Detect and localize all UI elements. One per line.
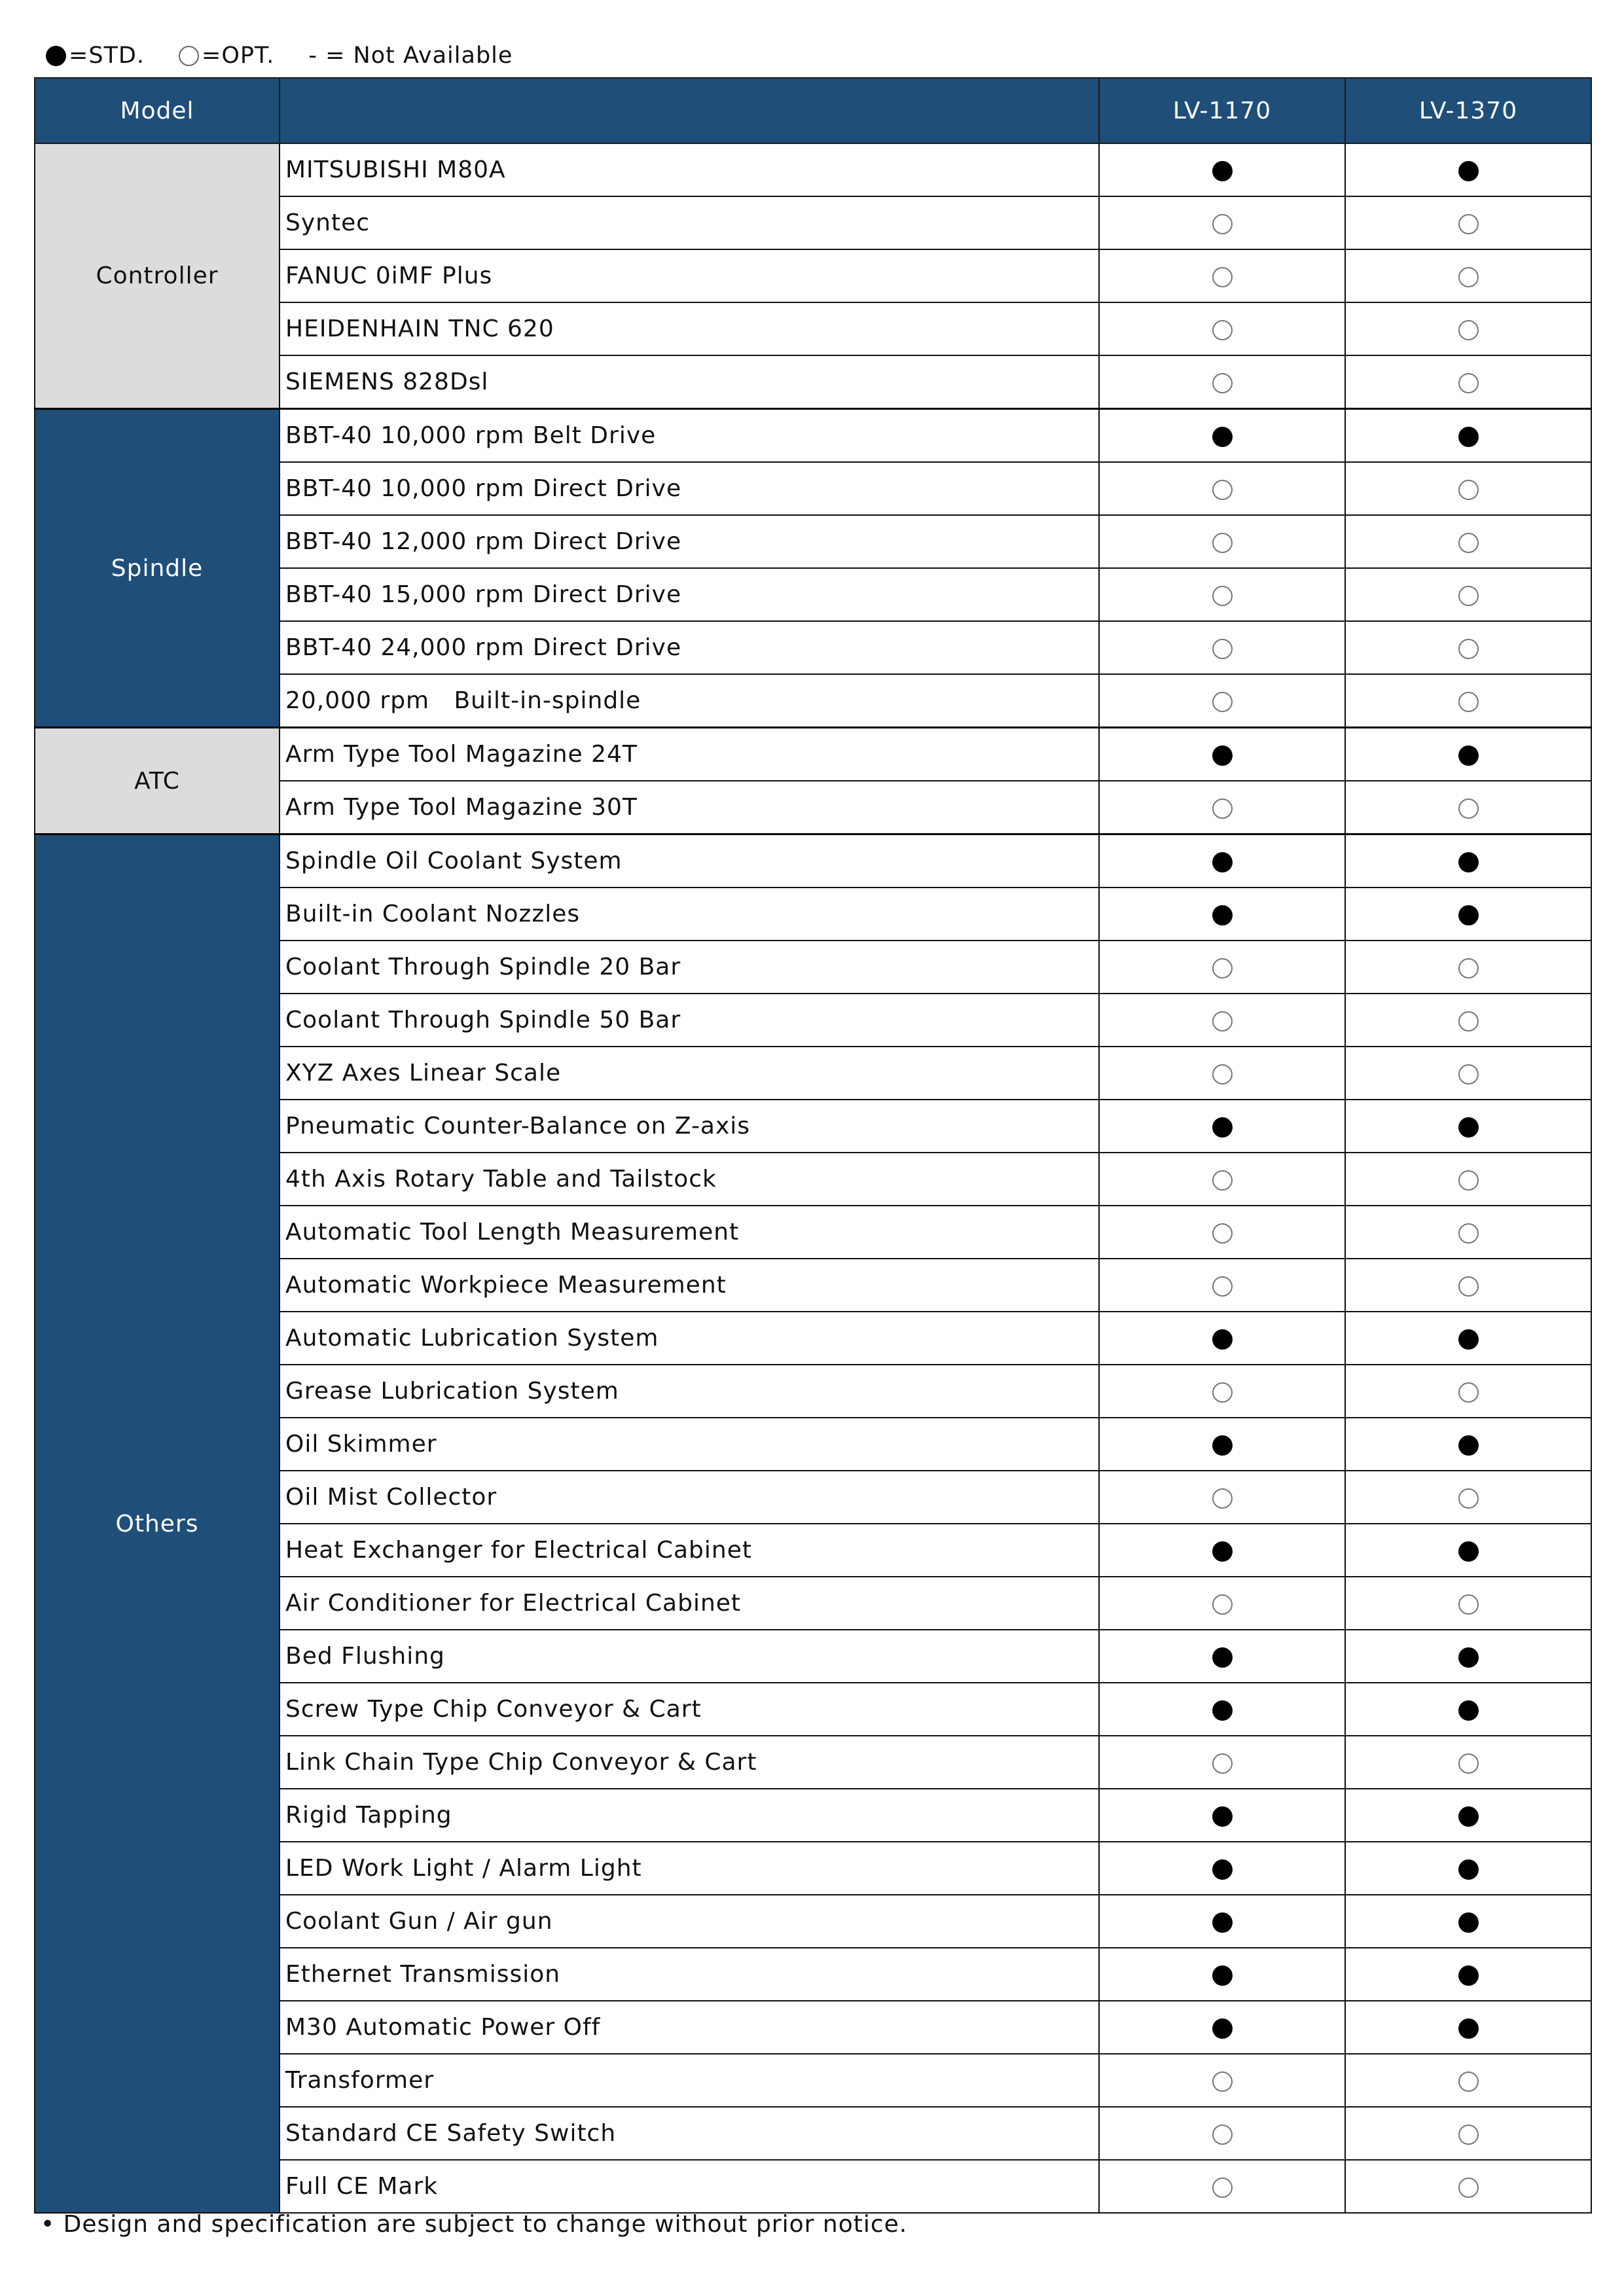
filled-circle-icon bbox=[1212, 1859, 1233, 1880]
feature-name: Air Conditioner for Electrical Cabinet bbox=[280, 1577, 1099, 1630]
table-row bbox=[35, 409, 1591, 463]
availability-cell bbox=[1345, 1047, 1591, 1100]
availability-cell bbox=[1099, 2054, 1345, 2107]
feature-name: BBT-40 24,000 rpm Direct Drive bbox=[280, 621, 1099, 674]
hollow-circle-icon bbox=[1458, 1382, 1479, 1403]
availability-cell bbox=[1099, 1206, 1345, 1259]
feature-name: BBT-40 10,000 rpm Belt Drive bbox=[280, 409, 1099, 463]
filled-circle-icon bbox=[1458, 1700, 1479, 1721]
feature-name: Link Chain Type Chip Conveyor & Cart bbox=[280, 1736, 1099, 1789]
availability-cell bbox=[1345, 2054, 1591, 2107]
hollow-circle-icon bbox=[1458, 2072, 1479, 2092]
hollow-circle-icon bbox=[1458, 1488, 1479, 1509]
feature-name: Syntec bbox=[280, 196, 1099, 249]
feature-name: Spindle Oil Coolant System bbox=[280, 834, 1099, 888]
legend-std-label: =STD. bbox=[69, 43, 145, 69]
table-row bbox=[35, 834, 1591, 888]
spec-body bbox=[35, 143, 1591, 2213]
hollow-circle-icon bbox=[1212, 798, 1233, 819]
hollow-circle-icon bbox=[1458, 1276, 1479, 1297]
hollow-circle-icon bbox=[1458, 639, 1479, 659]
filled-circle-icon bbox=[1458, 1965, 1479, 1986]
hollow-circle-icon bbox=[1458, 1170, 1479, 1191]
availability-cell bbox=[1099, 1789, 1345, 1842]
header-model-lv-1370: LV-1370 bbox=[1345, 78, 1591, 143]
legend bbox=[46, 39, 547, 72]
availability-cell bbox=[1345, 1206, 1591, 1259]
hollow-circle-icon bbox=[1212, 1276, 1233, 1297]
feature-name: FANUC 0iMF Plus bbox=[280, 249, 1099, 302]
filled-circle-icon bbox=[1458, 1329, 1479, 1350]
availability-cell bbox=[1099, 302, 1345, 355]
availability-cell bbox=[1099, 674, 1345, 728]
availability-cell bbox=[1345, 1683, 1591, 1736]
feature-name: BBT-40 12,000 rpm Direct Drive bbox=[280, 515, 1099, 568]
filled-circle-icon bbox=[1212, 161, 1233, 181]
availability-cell bbox=[1099, 888, 1345, 941]
legend-opt-label: =OPT. bbox=[202, 43, 275, 69]
hollow-circle-icon bbox=[1458, 320, 1479, 340]
filled-circle-icon bbox=[1458, 161, 1479, 181]
feature-name: Standard CE Safety Switch bbox=[280, 2107, 1099, 2160]
filled-circle-icon bbox=[1458, 852, 1479, 872]
group-label-others: Others bbox=[35, 834, 280, 2214]
filled-circle-icon bbox=[1458, 1912, 1479, 1933]
availability-cell bbox=[1099, 143, 1345, 196]
availability-cell bbox=[1345, 1736, 1591, 1789]
legend-na bbox=[308, 43, 513, 69]
availability-cell bbox=[1099, 355, 1345, 409]
availability-cell bbox=[1345, 781, 1591, 834]
filled-circle-icon bbox=[1212, 852, 1233, 872]
footnote: • Design and specification are subject to change without prior notice. bbox=[41, 2211, 908, 2238]
availability-cell bbox=[1099, 1365, 1345, 1418]
filled-circle-icon bbox=[1212, 1541, 1233, 1562]
hollow-circle-icon bbox=[1212, 692, 1233, 712]
availability-cell bbox=[1345, 674, 1591, 728]
filled-circle-icon bbox=[1212, 1329, 1233, 1350]
availability-cell bbox=[1099, 2001, 1345, 2054]
hollow-circle-icon bbox=[1212, 639, 1233, 659]
hollow-circle-icon bbox=[1212, 1488, 1233, 1509]
hollow-circle-icon bbox=[1458, 1594, 1479, 1615]
availability-cell bbox=[1099, 568, 1345, 621]
availability-cell bbox=[1345, 515, 1591, 568]
availability-cell bbox=[1099, 1577, 1345, 1630]
filled-circle-icon bbox=[1458, 427, 1479, 447]
hollow-circle-icon bbox=[1458, 373, 1479, 393]
availability-cell bbox=[1099, 1100, 1345, 1153]
feature-name: Coolant Through Spindle 50 Bar bbox=[280, 994, 1099, 1047]
feature-name: 20,000 rpm Built-in-spindle bbox=[280, 674, 1099, 728]
hollow-circle-icon bbox=[1212, 480, 1233, 500]
availability-cell bbox=[1345, 2001, 1591, 2054]
availability-cell bbox=[1099, 1948, 1345, 2001]
group-label-controller: Controller bbox=[35, 143, 280, 409]
header-feature bbox=[280, 78, 1099, 143]
availability-cell bbox=[1345, 621, 1591, 674]
availability-cell bbox=[1099, 728, 1345, 781]
availability-cell bbox=[1345, 2107, 1591, 2160]
hollow-circle-icon bbox=[1212, 1223, 1233, 1244]
availability-cell bbox=[1345, 1312, 1591, 1365]
hollow-circle-icon bbox=[1212, 2178, 1233, 2198]
availability-cell bbox=[1099, 1259, 1345, 1312]
hollow-circle-icon bbox=[1458, 267, 1479, 287]
availability-cell bbox=[1099, 1047, 1345, 1100]
feature-name: Bed Flushing bbox=[280, 1630, 1099, 1683]
filled-circle-icon bbox=[1212, 1117, 1233, 1138]
availability-cell bbox=[1345, 1100, 1591, 1153]
hollow-circle-icon bbox=[1212, 2072, 1233, 2092]
availability-cell bbox=[1345, 1365, 1591, 1418]
availability-cell bbox=[1345, 462, 1591, 515]
spec-table bbox=[34, 77, 1592, 2214]
filled-circle-icon bbox=[1212, 427, 1233, 447]
availability-cell bbox=[1345, 302, 1591, 355]
availability-cell bbox=[1345, 409, 1591, 463]
availability-cell bbox=[1099, 621, 1345, 674]
availability-cell bbox=[1099, 1683, 1345, 1736]
filled-circle-icon bbox=[1458, 1117, 1479, 1138]
availability-cell bbox=[1345, 1418, 1591, 1471]
availability-cell bbox=[1345, 1153, 1591, 1206]
feature-name: Automatic Workpiece Measurement bbox=[280, 1259, 1099, 1312]
feature-name: Automatic Tool Length Measurement bbox=[280, 1206, 1099, 1259]
hollow-circle-icon bbox=[1212, 267, 1233, 287]
availability-cell bbox=[1345, 888, 1591, 941]
availability-cell bbox=[1099, 781, 1345, 834]
filled-circle-icon bbox=[1212, 905, 1233, 925]
availability-cell bbox=[1099, 515, 1345, 568]
availability-cell bbox=[1099, 994, 1345, 1047]
availability-cell bbox=[1345, 1895, 1591, 1948]
feature-name: 4th Axis Rotary Table and Tailstock bbox=[280, 1153, 1099, 1206]
hollow-circle-icon bbox=[1212, 1594, 1233, 1615]
feature-name: Heat Exchanger for Electrical Cabinet bbox=[280, 1524, 1099, 1577]
availability-cell bbox=[1099, 1895, 1345, 1948]
hollow-circle-icon bbox=[1458, 1753, 1479, 1774]
hollow-circle-icon bbox=[1212, 1064, 1233, 1085]
availability-cell bbox=[1345, 143, 1591, 196]
availability-cell bbox=[1099, 409, 1345, 463]
availability-cell bbox=[1345, 2160, 1591, 2213]
filled-circle-icon bbox=[1212, 1806, 1233, 1827]
table-row bbox=[35, 728, 1591, 781]
filled-circle-icon bbox=[1458, 1435, 1479, 1456]
feature-name: Transformer bbox=[280, 2054, 1099, 2107]
availability-cell bbox=[1099, 1418, 1345, 1471]
hollow-circle-icon bbox=[1458, 1011, 1479, 1031]
hollow-circle-icon bbox=[1458, 480, 1479, 500]
availability-cell bbox=[1099, 1736, 1345, 1789]
feature-name: Coolant Through Spindle 20 Bar bbox=[280, 941, 1099, 994]
feature-name: M30 Automatic Power Off bbox=[280, 2001, 1099, 2054]
filled-circle-icon bbox=[1212, 745, 1233, 766]
feature-name: HEIDENHAIN TNC 620 bbox=[280, 302, 1099, 355]
header-model: Model bbox=[35, 78, 280, 143]
legend-std bbox=[46, 43, 145, 69]
availability-cell bbox=[1345, 941, 1591, 994]
feature-name: LED Work Light / Alarm Light bbox=[280, 1842, 1099, 1895]
filled-circle-icon bbox=[46, 46, 66, 66]
hollow-circle-icon bbox=[1458, 1223, 1479, 1244]
feature-name: Full CE Mark bbox=[280, 2160, 1099, 2213]
hollow-circle-icon bbox=[1212, 1170, 1233, 1191]
availability-cell bbox=[1345, 196, 1591, 249]
hollow-circle-icon bbox=[1212, 320, 1233, 340]
hollow-circle-icon bbox=[1458, 586, 1479, 606]
availability-cell bbox=[1099, 1842, 1345, 1895]
hollow-circle-icon bbox=[1212, 586, 1233, 606]
availability-cell bbox=[1099, 834, 1345, 888]
availability-cell bbox=[1099, 2107, 1345, 2160]
availability-cell bbox=[1345, 568, 1591, 621]
availability-cell bbox=[1345, 1259, 1591, 1312]
availability-cell bbox=[1345, 1524, 1591, 1577]
availability-cell bbox=[1345, 1630, 1591, 1683]
filled-circle-icon bbox=[1212, 1912, 1233, 1933]
availability-cell bbox=[1099, 1524, 1345, 1577]
availability-cell bbox=[1345, 1577, 1591, 1630]
filled-circle-icon bbox=[1212, 1700, 1233, 1721]
feature-name: SIEMENS 828Dsl bbox=[280, 355, 1099, 409]
filled-circle-icon bbox=[1458, 905, 1479, 925]
filled-circle-icon bbox=[1458, 1859, 1479, 1880]
feature-name: Automatic Lubrication System bbox=[280, 1312, 1099, 1365]
availability-cell bbox=[1099, 941, 1345, 994]
availability-cell bbox=[1099, 1153, 1345, 1206]
hollow-circle-icon bbox=[1458, 692, 1479, 712]
feature-name: BBT-40 10,000 rpm Direct Drive bbox=[280, 462, 1099, 515]
availability-cell bbox=[1099, 462, 1345, 515]
hollow-circle-icon bbox=[1458, 958, 1479, 978]
header-model-lv-1170: LV-1170 bbox=[1099, 78, 1345, 143]
legend-na-label: - = Not Available bbox=[308, 43, 513, 69]
feature-name: Oil Skimmer bbox=[280, 1418, 1099, 1471]
hollow-circle-icon bbox=[1212, 2125, 1233, 2145]
feature-name: Coolant Gun / Air gun bbox=[280, 1895, 1099, 1948]
availability-cell bbox=[1099, 2160, 1345, 2213]
availability-cell bbox=[1345, 1842, 1591, 1895]
availability-cell bbox=[1345, 1471, 1591, 1524]
availability-cell bbox=[1099, 196, 1345, 249]
filled-circle-icon bbox=[1458, 1806, 1479, 1827]
availability-cell bbox=[1099, 249, 1345, 302]
hollow-circle-icon bbox=[1212, 373, 1233, 393]
hollow-circle-icon bbox=[1458, 214, 1479, 234]
availability-cell bbox=[1345, 1948, 1591, 2001]
feature-name: Arm Type Tool Magazine 30T bbox=[280, 781, 1099, 834]
availability-cell bbox=[1099, 1630, 1345, 1683]
filled-circle-icon bbox=[1458, 1647, 1479, 1668]
feature-name: Ethernet Transmission bbox=[280, 1948, 1099, 2001]
filled-circle-icon bbox=[1212, 1965, 1233, 1986]
group-label-atc: ATC bbox=[35, 728, 280, 834]
availability-cell bbox=[1345, 355, 1591, 409]
feature-name: Built-in Coolant Nozzles bbox=[280, 888, 1099, 941]
availability-cell bbox=[1345, 834, 1591, 888]
feature-name: Rigid Tapping bbox=[280, 1789, 1099, 1842]
feature-name: Pneumatic Counter-Balance on Z-axis bbox=[280, 1100, 1099, 1153]
filled-circle-icon bbox=[1458, 2018, 1479, 2039]
availability-cell bbox=[1345, 728, 1591, 781]
group-label-spindle: Spindle bbox=[35, 409, 280, 728]
filled-circle-icon bbox=[1458, 745, 1479, 766]
hollow-circle-icon bbox=[1212, 1382, 1233, 1403]
feature-name: MITSUBISHI M80A bbox=[280, 143, 1099, 196]
availability-cell bbox=[1099, 1471, 1345, 1524]
feature-name: Oil Mist Collector bbox=[280, 1471, 1099, 1524]
availability-cell bbox=[1099, 1312, 1345, 1365]
availability-cell bbox=[1345, 994, 1591, 1047]
feature-name: XYZ Axes Linear Scale bbox=[280, 1047, 1099, 1100]
filled-circle-icon bbox=[1458, 1541, 1479, 1562]
hollow-circle-icon bbox=[1458, 533, 1479, 553]
hollow-circle-icon bbox=[1212, 533, 1233, 553]
hollow-circle-icon bbox=[1458, 1064, 1479, 1085]
hollow-circle-icon bbox=[1212, 214, 1233, 234]
availability-cell bbox=[1345, 1789, 1591, 1842]
legend-opt bbox=[179, 43, 274, 69]
feature-name: BBT-40 15,000 rpm Direct Drive bbox=[280, 568, 1099, 621]
header-row bbox=[35, 78, 1591, 143]
filled-circle-icon bbox=[1212, 1647, 1233, 1668]
availability-cell bbox=[1345, 249, 1591, 302]
filled-circle-icon bbox=[1212, 2018, 1233, 2039]
hollow-circle-icon bbox=[1458, 2178, 1479, 2198]
hollow-circle-icon bbox=[1458, 2125, 1479, 2145]
feature-name: Arm Type Tool Magazine 24T bbox=[280, 728, 1099, 781]
feature-name: Screw Type Chip Conveyor & Cart bbox=[280, 1683, 1099, 1736]
hollow-circle-icon bbox=[179, 46, 199, 66]
hollow-circle-icon bbox=[1458, 798, 1479, 819]
filled-circle-icon bbox=[1212, 1435, 1233, 1456]
feature-name: Grease Lubrication System bbox=[280, 1365, 1099, 1418]
hollow-circle-icon bbox=[1212, 1011, 1233, 1031]
hollow-circle-icon bbox=[1212, 1753, 1233, 1774]
hollow-circle-icon bbox=[1212, 958, 1233, 978]
table-row bbox=[35, 143, 1591, 196]
